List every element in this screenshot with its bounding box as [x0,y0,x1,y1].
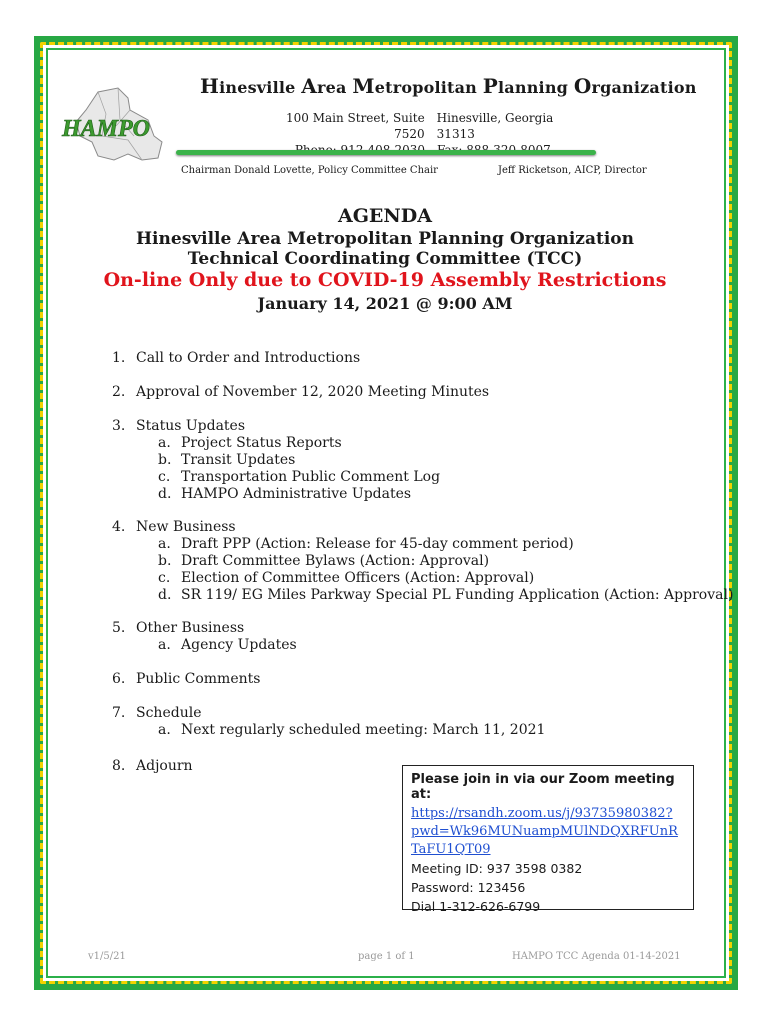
agenda-subitem-letter: b. [158,553,172,569]
agenda-item [112,620,244,636]
address-city: Hinesville, Georgia 31313 [436,111,554,141]
agenda-item-text: Public Comments [136,671,261,687]
zoom-info-box [402,765,694,914]
org-name-word: rea [317,78,353,97]
agenda-subitem-text: Next regularly scheduled meeting: March 11, 2021 [181,722,546,738]
agenda-subitem [158,435,342,451]
agenda-subitem [158,587,733,603]
agenda-subitem [158,637,297,653]
agenda-subitem-text: Election of Committee Officers (Action: Approval) [181,570,535,586]
agenda-item-number: 7. [112,705,126,721]
agenda-item-number: 5. [112,620,126,636]
hampo-logo [58,80,178,172]
agenda-subitem [158,570,534,586]
agenda-subitem [158,536,574,552]
agenda-item [112,758,193,774]
logo-text: HAMPO [62,116,151,142]
agenda-item-text: Approval of November 12, 2020 Meeting Minutes [136,384,490,400]
zoom-link-line[interactable]: TaFU1QT09 [411,842,491,857]
agenda-subitem-letter: c. [158,570,171,586]
agenda-item-text: New Business [136,519,236,535]
agenda-subitem [158,722,545,738]
agenda-item-number: 2. [112,384,126,400]
agenda-subitem-text: Transit Updates [181,452,296,468]
director-name: Jeff Ricketson, AICP, Director [498,165,647,176]
agenda-item-number: 4. [112,519,126,535]
agenda-subitem-letter: a. [158,722,171,738]
org-name-initial: A [301,74,318,98]
agenda-item-number: 6. [112,671,126,687]
agenda-subitem-letter: a. [158,536,171,552]
agenda-subitem [158,486,411,502]
zoom-link-line[interactable]: https://rsandh.zoom.us/j/93735980382? [411,806,673,821]
org-name [200,74,697,98]
agenda-subitem-letter: c. [158,469,171,485]
meeting-id: Meeting ID: 937 3598 0382 [411,861,583,876]
covid-notice: On-line Only due to COVID-19 Assembly Restrictions [103,269,667,291]
agenda-subitem-text: Transportation Public Comment Log [181,469,441,485]
agenda-item-number: 8. [112,758,126,774]
agenda-item-text: Other Business [136,620,245,636]
agenda-item [112,350,360,366]
org-name-word: inesville [219,78,302,97]
agenda-subitem-letter: d. [158,587,172,603]
agenda-subitem-letter: a. [158,637,171,653]
agenda-subitem-text: Agency Updates [181,637,297,653]
meeting-date: January 14, 2021 @ 9:00 AM [257,294,513,313]
org-name-initial: P [482,74,499,98]
org-name-word: etropolitan [374,78,483,97]
chair-name: Chairman Donald Lovette, Policy Committee Chair [181,165,438,176]
agenda-item-text: Schedule [136,705,202,721]
meeting-password: Password: 123456 [411,880,526,895]
org-name-word: lanning [498,78,574,97]
agenda-subitem [158,469,440,485]
agenda-title: AGENDA [337,205,433,227]
footer-version: v1/5/21 [88,951,126,962]
agenda-item-text: Adjourn [136,758,193,774]
dial-in-number: Dial 1-312-626-6799 [411,899,541,914]
agenda-item [112,705,201,721]
footer-page: page 1 of 1 [358,951,415,962]
zoom-link-line[interactable]: pwd=Wk96MUNuampMUlNDQXRFUnR [411,824,678,839]
zoom-heading: Please join in via our Zoom meeting at: [411,772,675,802]
agenda-item [112,519,236,535]
org-title: Hinesville Area Metropolitan Planning Organization [136,229,634,249]
org-name-initial: M [352,74,375,98]
agenda-subitem-text: Project Status Reports [181,435,342,451]
agenda-subitem-letter: d. [158,486,172,502]
agenda-item-text: Status Updates [136,418,246,434]
agenda-subitem-letter: a. [158,435,171,451]
agenda-item-number: 1. [112,350,126,366]
agenda-subitem-text: Draft PPP (Action: Release for 45-day comment period) [181,536,574,552]
org-name-initial: O [573,74,592,98]
agenda-subitem-text: HAMPO Administrative Updates [181,486,412,502]
committee-title: Technical Coordinating Committee (TCC) [187,249,583,269]
header-divider [176,150,596,155]
agenda-item [112,418,245,434]
agenda-subitem [158,452,295,468]
agenda-item-text: Call to Order and Introductions [136,350,361,366]
org-name-initial: H [200,74,220,98]
agenda-subitem-text: Draft Committee Bylaws (Action: Approval) [181,553,490,569]
agenda-subitem-letter: b. [158,452,172,468]
zoom-link[interactable] [411,805,685,859]
agenda-subitem [158,553,489,569]
footer-doc-title: HAMPO TCC Agenda 01-14-2021 [512,951,681,962]
agenda-item [112,384,489,400]
address-street: 100 Main Street, Suite 7520 [285,111,425,141]
agenda-item [112,671,260,687]
agenda-subitem-text: SR 119/ EG Miles Parkway Special PL Funding Application (Action: Approval) [181,587,734,603]
org-name-word: rganization [591,78,697,97]
agenda-item-number: 3. [112,418,126,434]
